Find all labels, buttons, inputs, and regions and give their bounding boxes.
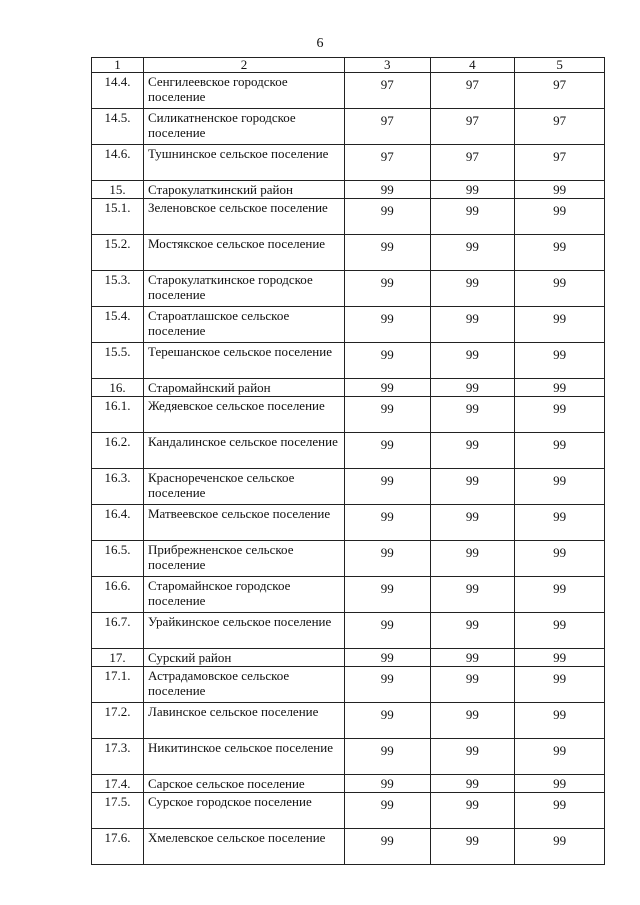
row-value-5: 99 xyxy=(515,307,605,343)
row-value-5: 99 xyxy=(515,433,605,469)
row-value-4: 97 xyxy=(430,145,515,181)
row-name: Мостякское сельское поселение xyxy=(144,235,345,271)
table-row xyxy=(92,145,605,181)
row-number: 16.4. xyxy=(92,505,144,541)
row-number: 16.3. xyxy=(92,469,144,505)
row-value-4: 99 xyxy=(430,775,515,793)
row-value-3: 99 xyxy=(344,433,430,469)
row-value-5: 99 xyxy=(515,775,605,793)
row-value-4: 99 xyxy=(430,703,515,739)
column-header-5: 5 xyxy=(515,58,605,73)
row-value-3: 99 xyxy=(344,469,430,505)
row-name: Никитинское сельское поселение xyxy=(144,739,345,775)
row-value-4: 99 xyxy=(430,793,515,829)
row-value-4: 99 xyxy=(430,739,515,775)
row-name: Урайкинское сельское поселение xyxy=(144,613,345,649)
row-number: 16. xyxy=(92,379,144,397)
row-number: 17.6. xyxy=(92,829,144,865)
table-row xyxy=(92,613,605,649)
row-value-4: 99 xyxy=(430,433,515,469)
row-name: Сарское сельское поселение xyxy=(144,775,345,793)
row-value-3: 97 xyxy=(344,109,430,145)
row-value-5: 97 xyxy=(515,73,605,109)
row-value-4: 99 xyxy=(430,199,515,235)
row-value-3: 99 xyxy=(344,577,430,613)
row-value-3: 97 xyxy=(344,145,430,181)
row-value-5: 97 xyxy=(515,109,605,145)
column-header-4: 4 xyxy=(430,58,515,73)
row-name: Старокулаткинский район xyxy=(144,181,345,199)
row-value-4: 97 xyxy=(430,73,515,109)
column-header-2: 2 xyxy=(144,58,345,73)
row-value-5: 99 xyxy=(515,667,605,703)
table-row xyxy=(92,379,605,397)
row-value-4: 99 xyxy=(430,613,515,649)
row-number: 17.4. xyxy=(92,775,144,793)
row-value-3: 99 xyxy=(344,379,430,397)
row-value-5: 99 xyxy=(515,379,605,397)
row-name: Кандалинское сельское поселение xyxy=(144,433,345,469)
row-value-4: 99 xyxy=(430,469,515,505)
table-row xyxy=(92,505,605,541)
table-row xyxy=(92,199,605,235)
row-value-5: 99 xyxy=(515,199,605,235)
table-row xyxy=(92,649,605,667)
row-name: Терешанское сельское поселение xyxy=(144,343,345,379)
row-value-4: 99 xyxy=(430,181,515,199)
row-value-3: 99 xyxy=(344,739,430,775)
table-row xyxy=(92,739,605,775)
row-name: Тушнинское сельское поселение xyxy=(144,145,345,181)
row-value-3: 99 xyxy=(344,181,430,199)
row-value-5: 99 xyxy=(515,739,605,775)
row-value-3: 99 xyxy=(344,199,430,235)
row-number: 15.4. xyxy=(92,307,144,343)
table-row xyxy=(92,775,605,793)
row-value-4: 99 xyxy=(430,379,515,397)
row-number: 14.4. xyxy=(92,73,144,109)
row-number: 15.3. xyxy=(92,271,144,307)
row-number: 14.6. xyxy=(92,145,144,181)
row-value-4: 97 xyxy=(430,109,515,145)
row-value-3: 99 xyxy=(344,397,430,433)
data-table xyxy=(91,57,605,865)
row-value-5: 99 xyxy=(515,343,605,379)
row-value-3: 99 xyxy=(344,703,430,739)
table-row xyxy=(92,73,605,109)
row-value-4: 99 xyxy=(430,343,515,379)
row-name: Хмелевское сельское поселение xyxy=(144,829,345,865)
column-header-1: 1 xyxy=(92,58,144,73)
row-name: Сенгилеевское городское поселение xyxy=(144,73,345,109)
table-row xyxy=(92,667,605,703)
table-body xyxy=(92,73,605,865)
row-name: Старомайнский район xyxy=(144,379,345,397)
row-name: Староатлашское сельское поселение xyxy=(144,307,345,343)
row-value-5: 99 xyxy=(515,613,605,649)
row-value-3: 99 xyxy=(344,775,430,793)
table-row xyxy=(92,577,605,613)
row-value-3: 99 xyxy=(344,613,430,649)
table-row xyxy=(92,235,605,271)
row-number: 15.1. xyxy=(92,199,144,235)
row-name: Зеленовское сельское поселение xyxy=(144,199,345,235)
row-value-5: 99 xyxy=(515,577,605,613)
row-value-5: 99 xyxy=(515,271,605,307)
row-value-4: 99 xyxy=(430,649,515,667)
row-value-5: 99 xyxy=(515,469,605,505)
row-number: 17.3. xyxy=(92,739,144,775)
row-value-5: 99 xyxy=(515,541,605,577)
row-name: Лавинское сельское поселение xyxy=(144,703,345,739)
row-value-3: 99 xyxy=(344,505,430,541)
row-value-4: 99 xyxy=(430,307,515,343)
row-value-3: 99 xyxy=(344,667,430,703)
row-value-5: 99 xyxy=(515,235,605,271)
row-value-5: 97 xyxy=(515,145,605,181)
row-value-3: 99 xyxy=(344,271,430,307)
row-value-5: 99 xyxy=(515,505,605,541)
table-header-row xyxy=(92,58,605,73)
table-row xyxy=(92,397,605,433)
row-value-5: 99 xyxy=(515,829,605,865)
row-name: Старокулаткинское городское поселение xyxy=(144,271,345,307)
table-row xyxy=(92,109,605,145)
row-number: 15.2. xyxy=(92,235,144,271)
row-number: 16.2. xyxy=(92,433,144,469)
row-value-3: 99 xyxy=(344,793,430,829)
row-value-4: 99 xyxy=(430,541,515,577)
row-name: Старомайнское городское поселение xyxy=(144,577,345,613)
row-name: Сурское городское поселение xyxy=(144,793,345,829)
row-value-3: 99 xyxy=(344,649,430,667)
table-row xyxy=(92,181,605,199)
row-number: 16.7. xyxy=(92,613,144,649)
row-name: Сурский район xyxy=(144,649,345,667)
row-value-4: 99 xyxy=(430,577,515,613)
row-value-3: 97 xyxy=(344,73,430,109)
row-name: Матвеевское сельское поселение xyxy=(144,505,345,541)
row-value-4: 99 xyxy=(430,667,515,703)
table-row xyxy=(92,829,605,865)
row-value-3: 99 xyxy=(344,307,430,343)
table-row xyxy=(92,469,605,505)
row-number: 17.2. xyxy=(92,703,144,739)
row-name: Жедяевское сельское поселение xyxy=(144,397,345,433)
row-number: 17. xyxy=(92,649,144,667)
table-row xyxy=(92,343,605,379)
row-value-4: 99 xyxy=(430,505,515,541)
row-value-4: 99 xyxy=(430,271,515,307)
row-number: 16.5. xyxy=(92,541,144,577)
row-value-5: 99 xyxy=(515,181,605,199)
page-number: 6 xyxy=(316,36,324,51)
row-number: 15. xyxy=(92,181,144,199)
table-row xyxy=(92,703,605,739)
row-name: Прибрежненское сельское поселение xyxy=(144,541,345,577)
row-value-5: 99 xyxy=(515,793,605,829)
table-row xyxy=(92,433,605,469)
row-number: 16.1. xyxy=(92,397,144,433)
row-number: 17.1. xyxy=(92,667,144,703)
row-name: Краснореченское сельское поселение xyxy=(144,469,345,505)
row-value-4: 99 xyxy=(430,397,515,433)
table-row xyxy=(92,541,605,577)
table-row xyxy=(92,793,605,829)
row-value-3: 99 xyxy=(344,343,430,379)
row-number: 16.6. xyxy=(92,577,144,613)
row-value-5: 99 xyxy=(515,649,605,667)
row-number: 15.5. xyxy=(92,343,144,379)
column-header-3: 3 xyxy=(344,58,430,73)
row-value-5: 99 xyxy=(515,397,605,433)
row-value-4: 99 xyxy=(430,235,515,271)
row-value-3: 99 xyxy=(344,541,430,577)
row-value-3: 99 xyxy=(344,829,430,865)
row-number: 14.5. xyxy=(92,109,144,145)
table-row xyxy=(92,307,605,343)
table-row xyxy=(92,271,605,307)
row-name: Астрадамовское сельское поселение xyxy=(144,667,345,703)
row-name: Силикатненское городское поселение xyxy=(144,109,345,145)
row-value-5: 99 xyxy=(515,703,605,739)
row-value-4: 99 xyxy=(430,829,515,865)
row-value-3: 99 xyxy=(344,235,430,271)
row-number: 17.5. xyxy=(92,793,144,829)
